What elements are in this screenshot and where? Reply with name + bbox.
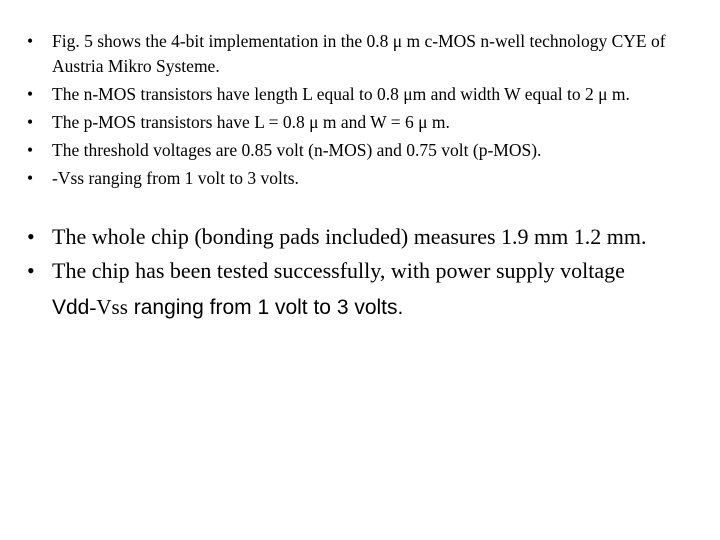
bullet-text: The chip has been tested successfully, with power supply voltage — [52, 258, 625, 283]
list-item — [0, 222, 692, 251]
list-item — [0, 29, 692, 79]
bullet-dot: • — [27, 168, 34, 188]
bullet-text: Fig. 5 shows the 4-bit implementation in the 0.8 μ m c-MOS n-well technology CYE of Austria Mikro Systeme. — [52, 31, 666, 76]
vss-label: -Vss — [89, 295, 128, 319]
range-text: ranging from 1 volt to 3 volts. — [127, 296, 404, 319]
list-item — [0, 256, 692, 322]
bullet-dot: • — [27, 224, 35, 249]
bullet-text: -Vss ranging from 1 volt to 3 volts. — [52, 168, 299, 188]
large-bullet-list — [0, 222, 692, 327]
bullet-dot: • — [27, 84, 34, 104]
vdd-label: Vdd — [52, 296, 90, 319]
bullet-text: The n-MOS transistors have length L equal to 0.8 μm and width W equal to 2 μ m. — [52, 84, 630, 104]
bullet-dot: • — [27, 31, 34, 51]
bullet-dot: • — [27, 140, 34, 160]
bullet-text: The whole chip (bonding pads included) measures 1.9 mm 1.2 mm. — [52, 224, 647, 249]
list-item — [0, 82, 692, 107]
small-bullet-list — [0, 29, 692, 194]
bullet-text: The p-MOS transistors have L = 0.8 μ m and W = 6 μ m. — [52, 112, 450, 132]
bullet-continuation — [52, 293, 692, 322]
list-item — [0, 138, 692, 163]
list-item — [0, 166, 692, 191]
bullet-text: The threshold voltages are 0.85 volt (n-MOS) and 0.75 volt (p-MOS). — [52, 140, 542, 160]
list-item — [0, 110, 692, 135]
bullet-dot: • — [27, 258, 35, 283]
bullet-dot: • — [27, 112, 34, 132]
